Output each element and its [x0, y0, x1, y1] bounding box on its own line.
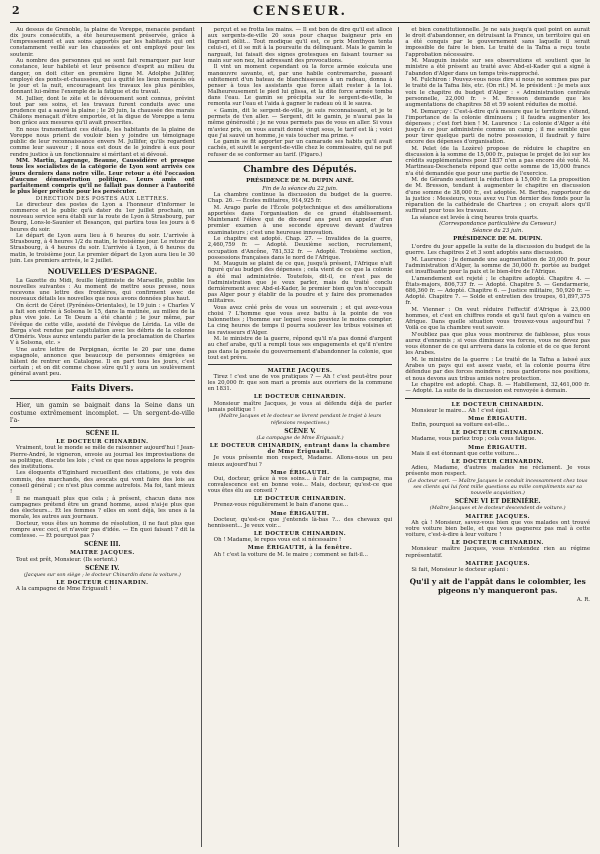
page-number: 2 [12, 4, 20, 17]
section-title-faits-divers: Faits Divers. [71, 384, 134, 395]
article-paragraph: La Gazette du Midi, feuille légitimiste de Marseille, publie les nouvelles suivantes : Au moment de mettre sous presse, nous recevons une lettre des frontières, qui confirment avec de nouveaux détails les nouvelles que nous avons données plus haut. [10, 277, 195, 303]
article-paragraph: Le gamin se fit apporter par un camarade ses habits qu'il avait cachés, et suivit le sergent-de-ville chez le commissaire, qui ne put refuser de se conformer au tarif. (Figaro.) [207, 139, 393, 158]
notice-title: DIRECTION DES POSTES AUX LETTRES. [35, 195, 169, 202]
divider [10, 427, 195, 428]
speaker-name: LE DOCTEUR CHINARDIN. [253, 496, 347, 503]
article-paragraph: M. Pelet (de la Lozère) propose de réduire le chapitre en discussion à la somme de 15,000 fr., puisque le projet de loi sur les crédits supplémentaires pour 1837 n'en a pas encore été voté. M. Martineau-Deschenets répond que cette somme de 15,000 francs n'a été demandée que pour une partie de l'exercice. [405, 145, 591, 177]
dialogue-line: Ah ! c'est la voiture de M. le maire ; comment se fait-il... [213, 551, 368, 558]
column-divider [398, 27, 399, 847]
dialogue-line: Vraiment, tout le monde se mêle de raisonner aujourd'hui ! Jean-Pierre-André, le vigneron, envoie au journal les improvisations de sa politique, discute les lois ; c'est ce que nous appelons le progrès des institutions. [10, 445, 195, 470]
divider [405, 398, 590, 399]
article-paragraph: Le chapitre est adopté. Chap. 27. — Invalides de la guerre, 2,460,759 fr. — Adopté. Deuxième section, recrutement, occupation d'Ancône, 781,532 fr. — Adopté. Troisième section, possessions françaises dans le nord de l'Afrique. [207, 236, 393, 261]
article-paragraph: « Gamin, dit le sergent-de-ville, je suis reconnaissant, et je te permets de t'en aller. — Sergent, dit le gamin, je n'aurai pas la même générosité ; je ne vous permets pas de vous en aller. Si vous m'aviez pris, on vous aurait donné vingt sous, le tarif est là ; voici que j'ai sauvé un homme, je vais toucher ma prime. » [207, 108, 393, 139]
article-paragraph: MM. Martin, Lagrange, Beaune, Caussidière et presque tous les socialistes de la catégorie de Lyon sont arrivés ces jours derniers dans notre ville. Leur retour a été l'occasion d'aucune démonstration politique. Leurs amis ont parfaitement compris qu'il ne fallait pas donner à l'autorité le plus léger prétexte pour les persécuter. [10, 158, 195, 196]
article-paragraph: et bien constitutionnelle. Je ne sais jusqu'à quel point on aurait le droit d'abandonner, en détruisant la France, un territoire qui en a été conquis par le gouvernement sans laquelle il serait impossible de faire le bien. Le traité de la Tafna a reçu toute l'approbation nécessaire. [405, 27, 591, 58]
masthead [10, 4, 590, 23]
presidency-line: PRÉSIDENCE DE M. DUPIN. [453, 235, 543, 242]
article-paragraph: Il vint un moment cependant où la force armée exécuta une manœuvre savante, et, par une habile contremarche, passant subitement d'un bateau de blanchisseuses à un radeau, donna à penser à tous les assistants que force allait rester à la loi. Malheureusement le pied lui glissa, et la dite force armée tomba dans l'eau. Le gamin se précipita sur le sergent-de-ville, le remonta sur l'eau et l'aida à gagner le radeau où il le sauva. [207, 64, 393, 108]
column-divider [201, 27, 202, 847]
speaker-name: MAITRE JACQUES. [267, 367, 333, 374]
speaker-name: MAITRE JACQUES. [465, 560, 531, 567]
speaker-name: LE DOCTEUR CHINARDIN. [253, 394, 347, 401]
paper-name: CENSEUR. [252, 4, 348, 19]
sitting-line: Séance du 23 juin. [472, 227, 524, 234]
stage-direction: (Jacques sur son siège ; le docteur Chinardin dans la voiture.) [23, 571, 181, 578]
article-paragraph: perçut et se frotta les mains. — Il est bon de dire qu'il est allocé aux sergents-de-ville 20 sous pour chaque baigneur pris en flagrant délit... Tout modique qu'il est, ce prix Monthyon tenta celui-ci, et il se mit à la poursuite du délinquant. Mais le gamin le narguait, lui faisait des signes grotesques en faisant tourner sa main sur son nez, lui adressant des provocations. [207, 27, 393, 64]
article-paragraph: Au nombre des personnes qui se sont fait remarquer par leur constance, leur habileté et leur présence d'esprit au milieu du danger, on doit citer en première ligne M. Adolphe Jullifer, employé des ponts-et-chaussées, qui a quitté les lieux menacés où le jour et la nuit, encourageant les travaux les plus pénibles, donnant lui-même l'exemple de la fatigue et du travail. [10, 58, 195, 96]
scene-heading: SCÈNE VI ET DERNIÈRE. [454, 498, 541, 506]
dialogue-block-2 [208, 368, 393, 558]
article-paragraph: Au dessus de Grenoble, la plaine de Voreppe, menacée pendant dix jours consécutifs, a été heureusement préservée, grâce à l'empressement et aux soins apportés par les habitants qui ont constamment veillé sur les chaussées et ont employé pour les soutenir. [10, 27, 195, 58]
article-paragraph: La chambre continue la discussion du budget de la guerre. Chap. 26. — Écoles militaires, 914,925 fr. [207, 192, 393, 205]
speaker-name: MAITRE JACQUES. [69, 550, 135, 557]
dialogue-line: Oui, docteur, grâce à vos soins... à l'air de la campagne, ma convalescence est en bonne voie... Mais, docteur, qu'est-ce que vous êtes élu au conseil ? [207, 475, 393, 495]
speaker-name: Mme ÉRIGAUTH. [270, 510, 330, 517]
divider [208, 364, 393, 365]
article-paragraph: M. Arago parle de l'École polytechnique et des améliorations apportées dans l'organisation de ce grand établissement. Maintenant l'élève qui de dix-neuf ans peut en appeler d'un premier examen à une seconde épreuve devant d'autres examinateurs ; c'est une heureuse innovation. [207, 204, 393, 236]
dialogue-line: Les éloquents d'Eginhard recueillent des citations, je vois des commis, des marchands, des avocats qui vont faire des lois au conseil général ; ce n'est plus comme autrefois. Ma foi, tant mieux ! [10, 470, 195, 495]
article-paragraph: M. Fulchiron : Pouvez-vous nous dire si nous ne sommes pas par le traité de la Tafna liés, etc. (On rit.) M. le président : Je mets aux voix le chapitre du budget d'Alger : « Administration centrale personnelle, 22,000 fr. » M. Bresson demande que les augmentations de chapitres 58 et 59 soient réduites de moitié. [405, 77, 591, 108]
scene-heading: SCÈNE V. [284, 427, 316, 435]
dialogue-line: Monsieur le maire... Ah ! c'est égal. [411, 407, 509, 414]
presidency-line: PRÉSIDENCE DE M. DUPIN AINÉ. [246, 177, 354, 184]
article-paragraph: Une autre lettre de Perpignan, écrite le 20 par une dame espagnole, annonce que beaucoup de personnes émigrées se hâtent de rentrer en Catalogne. Il en part tous les jours, c'est certain ; et on dit comme chose sûre qu'il y aura un soulèvement général avant peu. [10, 346, 195, 378]
dialogue-line: Il ne manquait plus que cela ; à présent, chacun dans nos campagnes prétend être un grand homme, aussi n'ai-je plus que des électeurs... Et les femmes ? elles en sont déjà, les unes à la morale, les autres aux journaux. [10, 495, 195, 521]
column-2 [208, 27, 393, 847]
speaker-name: LE DOCTEUR CHINARDIN. [56, 579, 149, 586]
section-title-chambre: Chambre des Députés. [243, 164, 357, 175]
article-paragraph: M. Jullier, dont le zèle et le dévouement sont connus, prévint tout par ses soins, et les travaux furent conduits avec une prudence qui a sauvé la plaine ; le 20 juin, la chaussée des marais Châlons menaçait d'être emportée, et la digue de Voreppe a tenu bon grâce aux mesures qu'il avait prescrites. [10, 95, 195, 127]
article-paragraph: Vous avez créé près de vous un souverain ; et qui avez-vous choisi ? L'homme que vous avez battu à la pointe de vos baïonnettes ; l'homme sur lequel vous pouviez le moins compter. La cinq heures de temps il pourra soulever les tribus voisines et les ravisseurs d'Alger. [207, 304, 393, 336]
article-paragraph: Hier, un gamin se baignait dans la Seine dans un costume extrêmement incomplet. — Un sergent-de-ville l'a- [10, 402, 195, 424]
dialogue-line: Mais il est étonnant que cette voiture... [411, 450, 520, 457]
speaker-name: Mme ÉRIGAUTH. [270, 469, 330, 476]
article-paragraph: L'ordre du jour appelle la suite de la discussion du budget de la guerre. Les chapitres 2 et 3 sont adoptés sans discussion. [405, 243, 591, 256]
divider [10, 380, 195, 381]
dialogue-line: Prenez-vous régulièrement le bain d'anone que... [213, 502, 349, 509]
dialogue-line: Oh ! Madame, le repos vous est si nécessaire ! [213, 537, 342, 544]
article-paragraph: M. Demarçay : C'est-à-dire qu'à mesure que le territoire s'étend, l'importance de la colonie diminuera ; il faudra augmenter les dépenses ; c'est fort bien ! M. Laurence : La colonie d'Alger a été jusqu'à ce jour administrée comme un camp ; il me semble que pour tirer quelque parti de notre possession, il faudrait y faire encore des dépenses d'organisation. [405, 108, 591, 146]
stage-direction: (Le docteur sort. — Maître Jacques le conduit incessamment chez tous ses clients qui lui font mille questions au mille compliments sur sa nouvelle acquisition.) [407, 477, 588, 497]
speaker-name: Mme ÉRIGAUTH, à la fenêtre. [247, 545, 353, 552]
dialogue-line: Docteur, qu'est-ce que j'entends là-bas ?... des chevaux qui hennissent... Je veux voir... [207, 516, 393, 529]
sitting-line: Fin de la séance du 22 juin. [262, 185, 338, 192]
dialogue-line: Monsieur maître Jacques, vous n'entendez rien au régime représentatif. [405, 546, 591, 559]
speaker-name: LE DOCTEUR CHINARDIN. [451, 401, 544, 408]
dialogue-line: A la campagne de Mme Ériguault ! [16, 586, 112, 593]
stage-direction: (Maître Jacques et le docteur se livrent pendant le trajet à leurs réflexions respectives.) [218, 413, 382, 426]
article-paragraph: L'amendement est rejeté ; le chapitre adopté. Chapitre 4. — États-majors, 806,737 fr. — Adopté. Chapitre 5. — Gendarmerie, 686,360 fr. — Adopté. Chapitre 6. — Justice militaire, 50,920 fr. — Adopté. Chapitre 7. — Solde et entretien des troupes, 61,897,375 fr. [405, 275, 591, 307]
article-paragraph: En nous transmettant ces détails, les habitants de la plaine de Voreppe nous prient de vouloir bien y joindre un témoignage public de leur reconnaissance envers M. Jullifer, qu'ils regardent comme leur sauveur ; il nous est doux de le joindre à eux pour rendre justice à un fonctionnaire si méritant et si dévoué. [10, 127, 195, 158]
article-paragraph: M. Mauguin insiste sur ses observations et soutient que le ministre a été présent au traité avec Abd-el-Kader qui a signé à l'abandon d'Alger dans un temps très-rapproché. [405, 58, 591, 77]
divider [10, 398, 195, 399]
speaker-name: LE DOCTEUR CHINARDIN. [56, 439, 149, 446]
signature: A. R. [576, 596, 591, 603]
correspondence-line: (Correspondance particulière du Censeur.) [439, 221, 557, 228]
article-paragraph: La séance est levée à cinq heures trois quarts. [411, 214, 539, 221]
article-paragraph: M. Mauguin se plaint de ce que, jusqu'à présent, l'Afrique n'ait figuré qu'au budget des dépenses ; cela vient de ce que la colonie a été mal administrée. Toutefois, dit-il, ce n'est pas de l'administration que je veux parler, mais du traité conclu dernièrement avec Abd-el-Kader, le premier bien qu'on n'occupait pas Alger pour y établir de la poudre et y faire des promenades militaires. [207, 261, 393, 305]
dialogue-line: Monsieur maître Jacques, je vous ai défendu déjà de parler jamais politique ! [207, 400, 393, 413]
column-3 [405, 27, 590, 847]
scene-heading: SCÈNE II. [85, 430, 120, 438]
article-paragraph: On écrit de Céret (Pyrénées-Orientales), le 19 juin : « Charles V a fait son entrée à Solsona le 15, dans la matinée, au milieu de la plus vive joie. Le Te Deum a été chanté ; le jour même, par l'évêque de cette ville, assisté de l'évêque de Lérida. La ville de Berga s'est rendue par capitulation avec les débris de la colonne d'Oméris. Vous aurez entendu parler de la proclamation de Charles V à Solsona, etc. » [10, 303, 195, 346]
stage-direction: (La campagne de Mme Ériguault.) [256, 434, 344, 441]
scene-heading: SCÈNE III. [84, 541, 121, 549]
stage-direction: (Maître Jacques et le docteur descendent de voiture.) [429, 505, 566, 512]
dialogue-line: Tirez ! c'est une de vos pratiques ? — Ah ! c'est peut-être pour les 20,000 fr. que son mari a promis aux ouvriers de la commune en 1831. [207, 373, 393, 393]
divider [208, 161, 393, 162]
speaker-name: LE DOCTEUR CHINARDIN. [451, 540, 544, 547]
section-title-espagne: NOUVELLES D'ESPAGNE. [47, 266, 158, 276]
speaker-name: LE DOCTEUR CHINARDIN. [451, 458, 544, 465]
column-1 [10, 27, 195, 847]
dialogue-line: Ah çà ! Monsieur, savez-vous bien que vos malades ont trouvé votre voiture bien belle, et que vous gagnerez pas mal à cette voiture, c'est-à-dire à leur voiture ! [405, 519, 591, 539]
dialogue-line: Enfin, pourquoi sa voiture est-elle... [411, 422, 510, 429]
article-paragraph: Le départ de Lyon aura lieu à 6 heures du soir. L'arrivée à Strasbourg, à 4 heures 1/2 du matin, le troisième jour. Le retour de Strasbourg, à 4 heures du soir. L'arrivée à Lyon, à 6 heures du matin, le troisième jour. Le premier départ de Lyon aura lieu le 30 juin. Les premiers arrivés, le 2 juillet. [10, 233, 195, 264]
article-paragraph: Le directeur des postes de Lyon a l'honneur d'informer le commerce et le public qu'à dater du 1er juillet prochain, un nouveau service sera établi sur la route de Lyon à Strasbourg, par Bourg, Lons-le-Saunier et Besançon, qui partira tous les jours à 6 heures du soir. [10, 201, 195, 233]
dialogue-block-3 [405, 402, 590, 604]
speaker-name: LE DOCTEUR CHINARDIN. [253, 531, 347, 538]
article-paragraph: M. le ministre de la guerre : Le traité de la Tafna a laissé aux Arabes un pays qui est assez vaste, et la colonie pourra être défendue par des forces moindres ; nous garderons nos positions, et nous devons aux tribus amies notre protection. [405, 357, 591, 382]
speaker-name: LE DOCTEUR CHINARDIN, entrant dans la chambre de Mme Ériguault. [209, 443, 391, 456]
dialogue-line: Adieu, Madame, d'autres malades me réclament. Je vous présente mon respect. [405, 464, 591, 478]
speaker-name: LE DOCTEUR CHINARDIN. [451, 430, 544, 437]
scene-heading: SCÈNE IV. [85, 564, 120, 572]
columns [10, 27, 590, 847]
dialogue-line: Tout est prêt, Monsieur. (Ils sortent.) [16, 556, 118, 563]
speaker-name: Mme ÉRIGAUTH. [468, 444, 528, 451]
article-paragraph: M. Laurence : Je demande une augmentation de 20,000 fr. pour l'administration d'Alger, la somme de 30,000 fr. portée au budget est insuffisante pour la paix et le bien-être de l'Afrique. [405, 256, 591, 275]
article-paragraph: M. le ministre de la guerre, répond qu'il n'a pas donné d'argent au chef arabe, qu'il a rempli tous ses engagements et qu'il n'entre pas dans la pensée du gouvernement d'abandonner la colonie, que tout est prévu. [207, 336, 393, 361]
dialogue-line: Madame, vous parlez trop ; cela vous fatigue. [411, 436, 537, 443]
article-paragraph: Le chapitre est adopté. Chap. 8. — Habillement, 32,461,000 fr. — Adopté. La suite de la discussion est renvoyée à demain. [405, 382, 591, 395]
article-paragraph: M. de Gérando soutient la réduction à 15,000 fr. La proposition de M. Bresson, tendant à augmenter le chapitre en discussion d'une somme de 38,000 fr., est adoptée. M. Berthe, rapporteur de la justice : Messieurs, vous avez vu l'un dernier des fonds pour la réparation de la cathédrale de Chartres ; on croyait alors qu'il suffirait pour tous les travaux. [405, 177, 591, 215]
closing-quote: Qu'il y ait de l'appât dans le colombier, les pigeons n'y manqueront pas. [409, 576, 586, 595]
article-paragraph: N'oubliez pas que plus vous montrerez de faiblesse, plus vous aurez d'ennemis ; si vous diminuez vos forces, vous ne devez pas vous étonner de ce qui arrivera dans la colonie et de ce que feront les Arabes. [405, 332, 591, 357]
article-paragraph: M. Vienner : On veut réduire l'effectif d'Afrique à 23,000 hommes, et c'est en chiffres ronds et qu'il faut qu'on a vaincu en Afrique. Dans quelle situation vous trouvez-vous aujourd'hui ? Voilà ce que la chambre veut savoir. [405, 306, 591, 332]
speaker-name: Mme ÉRIGAUTH. [468, 415, 528, 422]
dialogue-block-1 [10, 431, 195, 592]
dialogue-line: Si fait, Monsieur le docteur aplani : [411, 566, 509, 573]
dialogue-line: Docteur, vous êtes un homme de résolution, il ne faut plus que rompre avec ceci, et n'avoir pas d'idée. — En quoi faisant ? dit la comtesse. — Et pourquoi pas ? [10, 520, 195, 540]
speaker-name: MAITRE JACQUES. [465, 513, 531, 520]
dialogue-line: Je vous présente mon respect, Madame. Allons-nous un peu mieux aujourd'hui ? [207, 455, 393, 468]
